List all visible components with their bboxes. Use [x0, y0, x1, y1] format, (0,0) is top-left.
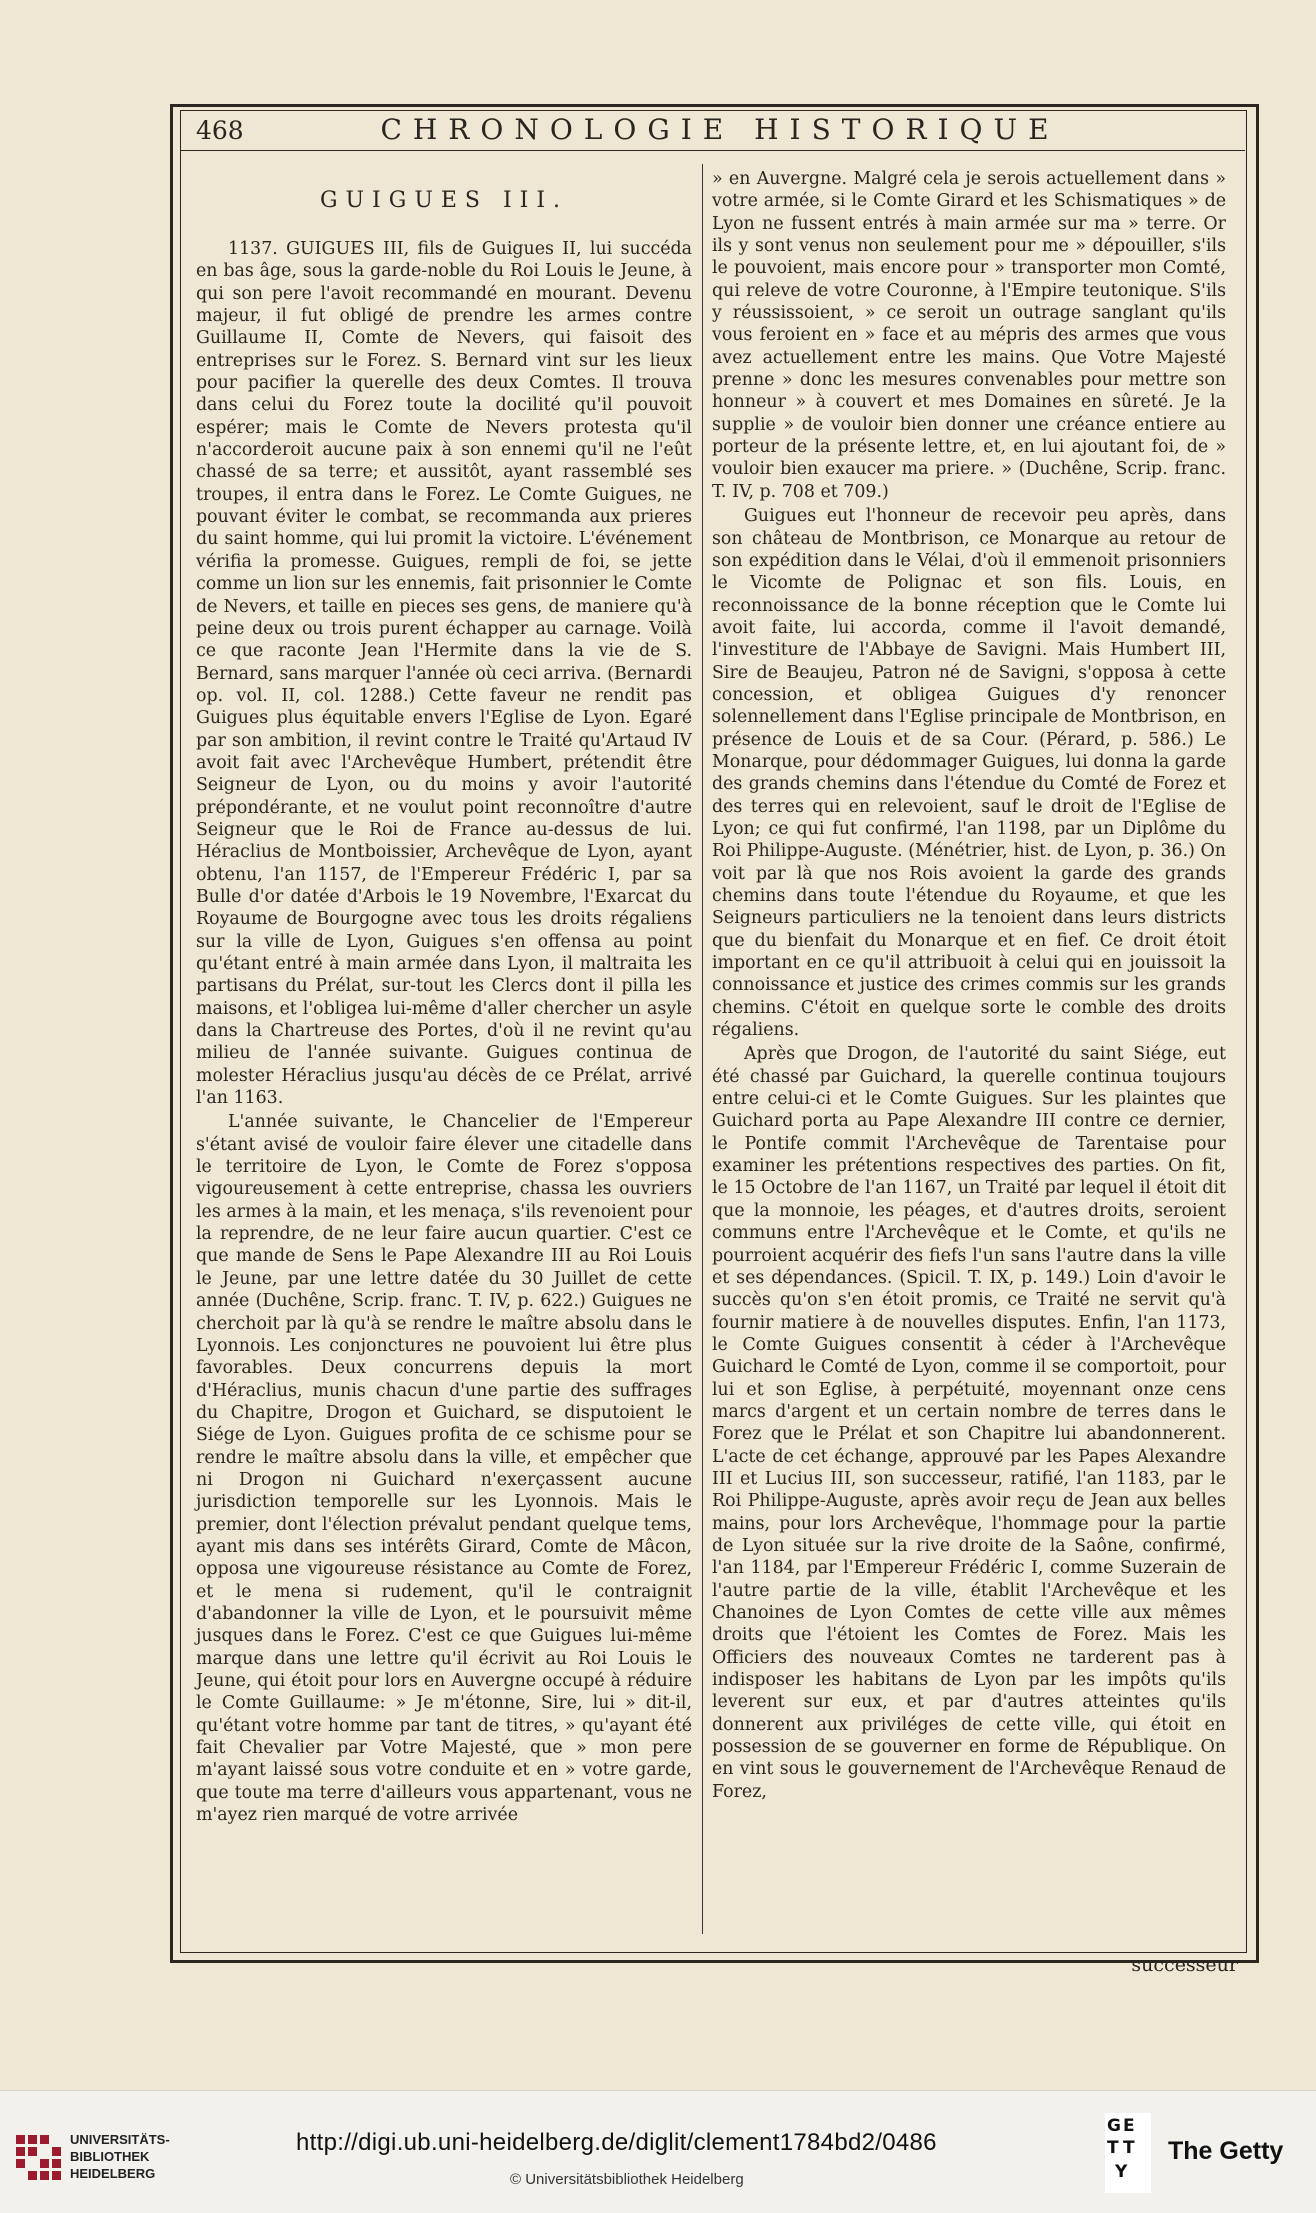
left-column	[196, 166, 692, 1826]
header-rule	[180, 150, 1245, 151]
getty-logo-letter: E	[1123, 2116, 1135, 2136]
university-library-logo-icon[interactable]	[16, 2135, 62, 2181]
right-column	[712, 168, 1226, 1803]
viewer-footer	[0, 2090, 1316, 2213]
catchword: successeur	[1131, 1954, 1238, 1976]
getty-logo-letter: Y	[1115, 2162, 1128, 2182]
paragraph: » en Auvergne. Malgré cela je serois actuellement dans » votre armée, si le Comte Girard et les Schismatiques » de Lyon ne fussent entrés à main armée sur ma » terre. Or ils y sont venus non seulement pour me » dépouiller, s'ils le pouvoient, mais encore pour » transporter mon Comté, qui releve de votre Couronne, à l'Empire teutonique. S'ils y réussissoient, » ce seroit un outrage sanglant qu'ils vous feroient en » face et au mépris des armes que vous avez actuellement entre les mains. Que Votre Majesté prenne » donc les mesures convenables pour mettre son honneur » à couvert et mes Domaines en sûreté. Je la supplie » de vouloir bien donner une créance entiere au porteur de la présente lettre, et, en lui ajoutant foi, de » vouloir bien exaucer ma priere. » (Duchêne, Scrip. franc. T. IV, p. 708 et 709.)	[712, 169, 1226, 502]
getty-logo-letter: T	[1107, 2138, 1119, 2158]
getty-logo-letter: G	[1107, 2116, 1121, 2136]
library-name[interactable]	[70, 2131, 170, 2182]
getty-logo-icon[interactable]	[1105, 2113, 1151, 2193]
copyright-notice: © Universitätsbibliothek Heidelberg	[510, 2171, 744, 2188]
permalink-url[interactable]: http://digi.ub.uni-heidelberg.de/diglit/clement1784bd2/0486	[296, 2129, 937, 2156]
library-name-line: BIBLIOTHEK	[70, 2149, 150, 2164]
partner-name[interactable]: The Getty	[1168, 2137, 1284, 2165]
library-name-line: HEIDELBERG	[70, 2166, 156, 2181]
getty-logo-letter: T	[1123, 2138, 1135, 2158]
section-heading: GUIGUES III.	[319, 188, 569, 213]
paragraph: Après que Drogon, de l'autorité du saint Siége, eut été chassé par Guichard, la querelle continua toujours entre celui-ci et le Comte Guigues. Sur les plaintes que Guichard porta au Pape Alexandre III contre ce dernier, le Pontife commit l'Archevêque de Tarentaise pour examiner les prétentions respectives des parties. On fit, le 15 Octobre de l'an 1167, un Traité par lequel il étoit dit que la monnoie, les péages, et d'autres droits, seroient communs entre l'Archevêque et le Comte, et qu'ils ne pourroient acquérir des fiefs l'un sans l'autre dans la ville et ses dépendances. (Spicil. T. IX, p. 149.) Loin d'avoir le succès qu'on s'en étoit promis, ce Traité ne servit qu'à fournir matiere à de nouvelles disputes. Enfin, l'an 1173, le Comte Guigues consentit à céder à l'Archevêque Guichard le Comté de Lyon, comme il se comportoit, pour lui et son Eglise, à perpétuité, moyennant onze cens marcs d'argent et un certain nombre de terres dans le Forez que le Prélat et son Chapitre lui abandonnerent. L'acte de cet échange, approuvé par les Papes Alexandre III et Lucius III, son successeur, ratifié, l'an 1183, par le Roi Philippe-Auguste, après avoir reçu de Jean aux belles mains, pour lors Archevêque, l'hommage pour la partie de Lyon située sur la rive droite de la Saône, confirmé, l'an 1184, par l'Empereur Frédéric I, comme Suzerain de l'autre partie de la ville, établit l'Archevêque et les Chanoines de Lyon Comtes de cette ville aux mêmes droits que l'étoient les Comtes de Forez. Mais les Officiers des nouveaux Comtes ne tarderent pas à indisposer les habitans de Lyon par les impôts qu'ils leverent sur eux, et par d'autres atteintes qu'ils donnerent aux priviléges de cette ville, qui étoit en possession de se gouverner en forme de République. On en vint sous le gouvernement de l'Archevêque Renaud de Forez,	[712, 1044, 1226, 1802]
page-number: 468	[196, 116, 244, 145]
paragraph: 1137. GUIGUES III, fils de Guigues II, lui succéda en bas âge, sous la garde-noble du Roi Louis le Jeune, à qui son pere l'avoit recommandé en mourant. Devenu majeur, il fut obligé de prendre les armes contre Guillaume II, Comte de Nevers, qui faisoit des entreprises sur le Forez. S. Bernard vint sur les lieux pour pacifier la querelle des deux Comtes. Il trouva dans celui du Forez toute la docilité qu'il pouvoit espérer; mais le Comte de Nevers protesta qu'il n'accorderoit aucune paix à son ennemi qu'il ne l'eût chassé de sa terre; et aussitôt, ayant rassemblé ses troupes, il entra dans le Forez. Le Comte Guigues, ne pouvant éviter le combat, se recommanda aux prieres du saint homme, qui lui promit la victoire. L'événement vérifia la promesse. Guigues, rempli de foi, se jette comme un lion sur les ennemis, fait prisonnier le Comte de Nevers, et taille en pieces ses gens, de maniere qu'à peine deux ou trois purent échapper au carnage. Voilà ce que raconte Jean l'Hermite dans la vie de S. Bernard, sans marquer l'année où ceci arriva. (Bernardi op. vol. II, col. 1288.) Cette faveur ne rendit pas Guigues plus équitable envers l'Eglise de Lyon. Egaré par son ambition, il revint contre le Traité qu'Artaud IV avoit fait avec l'Archevêque Humbert, prétendit être Seigneur de Lyon, ou du moins y avoir l'autorité prépondérante, et ne voulut point reconnoître d'autre Seigneur que le Roi de France au-dessus de lui. Héraclius de Montboissier, Archevêque de Lyon, ayant obtenu, l'an 1157, de l'Empereur Frédéric I, par sa Bulle d'or datée d'Arbois le 19 Novembre, l'Exarcat du Royaume de Bourgogne avec tous les droits régaliens sur la ville de Lyon, Guigues s'en offensa au point qu'étant entré à main armée dans Lyon, il maltraita les partisans du Prélat, sur-tout les Clercs dont il pilla les maisons, et l'obligea lui-même d'aller chercher un asyle dans la Chartreuse des Portes, d'où il ne revint qu'au milieu de l'année suivante. Guigues continua de molester Héraclius jusqu'au décès de ce Prélat, arrivé l'an 1163.	[196, 239, 692, 1109]
paragraph: L'année suivante, le Chancelier de l'Empereur s'étant avisé de vouloir faire élever une citadelle dans le territoire de Lyon, le Comte de Forez s'opposa vigoureusement à cette entreprise, chassa les ouvriers les armes à la main, et les menaça, s'ils revenoient pour la reprendre, de ne leur faire aucun quartier. C'est ce que mande de Sens le Pape Alexandre III au Roi Louis le Jeune, par une lettre datée du 30 Juillet de cette année (Duchêne, Scrip. franc. T. IV, p. 622.) Guigues ne cherchoit par là qu'à se rendre le maître absolu dans le Lyonnois. Les conjonctures ne pouvoient lui être plus favorables. Deux concurrens depuis la mort d'Héraclius, munis chacun d'une partie des suffrages du Chapitre, Drogon et Guichard, se disputoient le Siége de Lyon. Guigues profita de ce schisme pour se rendre le maître absolu dans la ville, et empêcher que ni Drogon ni Guichard n'exerçassent aucune jurisdiction temporelle sur les Lyonnois. Mais le premier, dont l'élection prévalut pendant quelque tems, ayant mis dans ses intérêts Girard, Comte de Mâcon, opposa une vigoureuse résistance au Comte de Forez, et le mena si rudement, qu'il le contraignit d'abandonner la ville de Lyon, et le poursuivit même jusques dans le Forez. C'est ce que Guigues lui-même marque dans une lettre qu'il écrivit au Roi Louis le Jeune, qui étoit pour lors en Auvergne occupé à réduire le Comte Guillaume: » Je m'étonne, Sire, lui » dit-il, qu'étant votre homme par tant de titres, » qu'ayant été fait Chevalier par Votre Majesté, que » mon pere m'ayant laissé sous votre conduite et en » votre garde, que toute ma terre d'ailleurs vous appartenant, vous ne m'ayez rien marqué de votre arrivée	[196, 1112, 692, 1826]
column-divider	[702, 164, 703, 1934]
running-title: CHRONOLOGIE HISTORIQUE	[380, 113, 1060, 146]
paragraph: Guigues eut l'honneur de recevoir peu après, dans son château de Montbrison, ce Monarque au retour de son expédition dans le Vélai, d'où il emmenoit prisonniers le Vicomte de Polignac et son fils. Louis, en reconnoissance de la bonne réception que le Comte lui avoit faite, lui accorda, comme il l'avoit demandé, l'investiture de l'Abbaye de Savigni. Mais Humbert III, Sire de Beaujeu, Patron né de Savigni, s'opposa à cette concession, et obligea Guigues d'y renoncer solennellement dans l'Eglise principale de Montbrison, en présence de Louis et de sa Cour. (Pérard, p. 586.) Le Monarque, pour dédommager Guigues, lui donna la garde des grands chemins dans l'étendue du Comté de Forez et des terres qui en relevoient, sauf le droit de l'Eglise de Lyon; ce qui fut confirmé, l'an 1198, par un Diplôme du Roi Philippe-Auguste. (Ménétrier, hist. de Lyon, p. 36.) On voit par là que nos Rois avoient la garde des grands chemins dans toute l'étendue du Royaume, et que les Seigneurs particuliers ne la tenoient dans leurs districts que du bienfait du Monarque et en fief. Ce droit étoit important en ce qu'il attribuoit à celui qui en jouissoit la connoissance et justice des crimes commis sur les grands chemins. C'étoit en quelque sorte le comble des droits régaliens.	[712, 506, 1226, 1041]
library-name-line: UNIVERSITÄTS-	[70, 2132, 170, 2147]
